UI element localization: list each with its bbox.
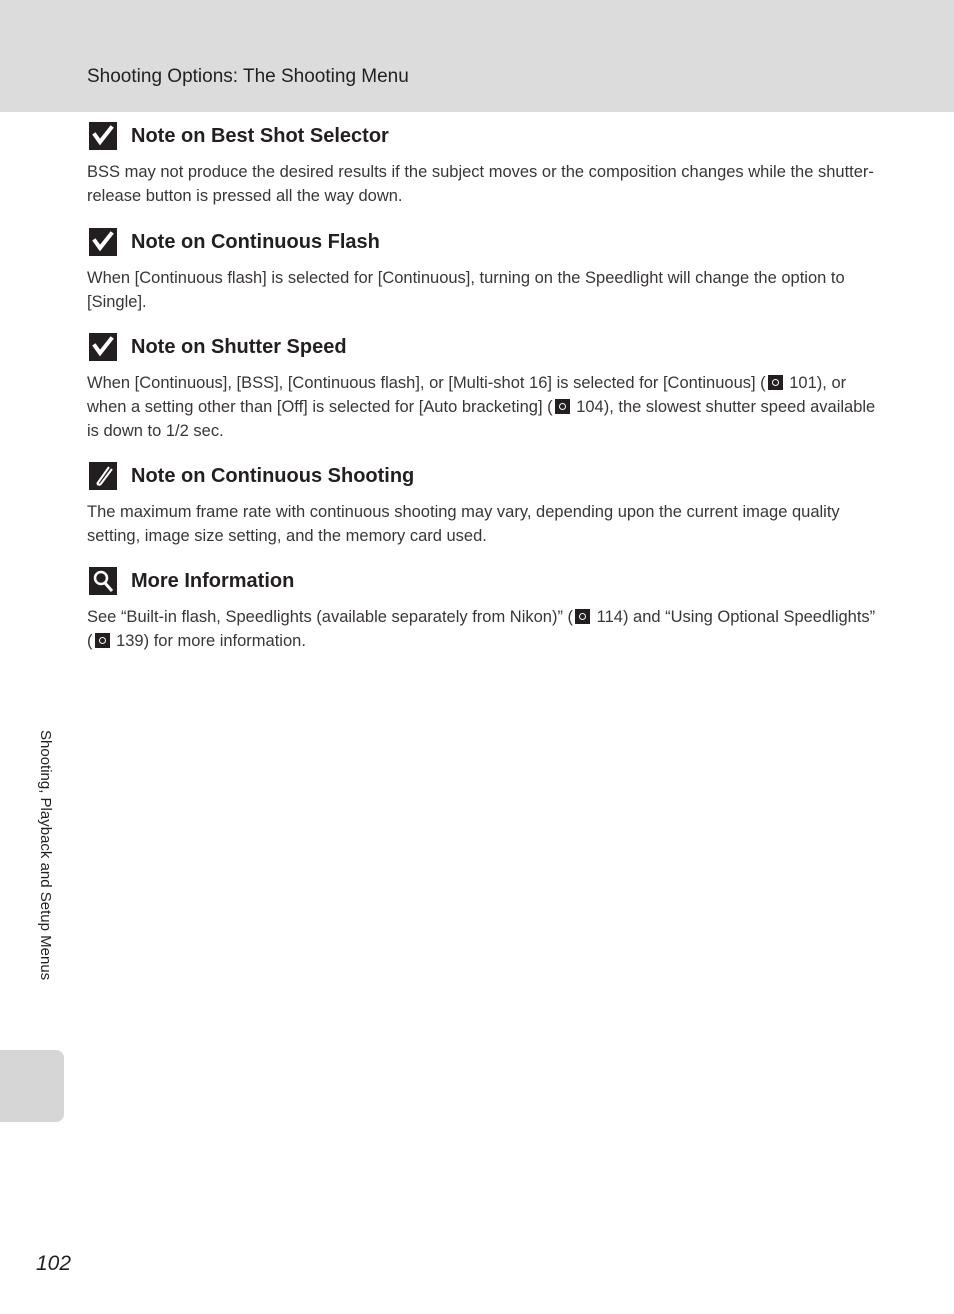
section-body [87, 371, 877, 443]
magnifier-icon [89, 567, 117, 595]
section-heading [87, 228, 877, 262]
body-text: See “Built-in flash, Speedlights (available separately from Nikon)” ( [87, 608, 574, 626]
section-heading [87, 333, 877, 367]
checkmark-icon [89, 228, 117, 256]
section-best-shot-selector [87, 122, 877, 208]
section-title: Note on Shutter Speed [131, 336, 347, 358]
checkmark-icon [89, 122, 117, 150]
body-text: 101), or when a setting other than [Off] is selected for [Auto bracketing] ( [87, 374, 847, 416]
header-band [0, 0, 954, 112]
section-shutter-speed [87, 333, 877, 443]
section-title: More Information [131, 570, 295, 592]
page-number: 102 [36, 1252, 72, 1275]
side-tab-label: Shooting, Playback and Setup Menus [37, 730, 54, 981]
page-header-title: Shooting Options: The Shooting Menu [87, 66, 409, 87]
body-text: 114) and “Using Optional Speedlights” ( [87, 608, 876, 650]
pencil-icon [89, 462, 117, 490]
section-heading [87, 122, 877, 156]
page-reference-icon [555, 399, 570, 414]
page-reference-icon [768, 375, 783, 390]
section-title: Note on Best Shot Selector [131, 125, 389, 147]
section-title: Note on Continuous Flash [131, 231, 380, 253]
side-tab-marker [0, 1050, 64, 1122]
page-reference-icon [575, 609, 590, 624]
section-continuous-flash [87, 228, 877, 314]
page-reference-icon [95, 633, 110, 648]
section-body: BSS may not produce the desired results if the subject moves or the composition changes while the shutter-release button is pressed all the way down. [87, 163, 874, 205]
body-text: 104), the slowest shutter speed available is down to 1/2 sec. [87, 398, 876, 440]
section-heading [87, 567, 877, 601]
section-more-information [87, 567, 877, 653]
checkmark-icon [89, 333, 117, 361]
body-text: 139) for more information. [111, 632, 306, 650]
section-heading [87, 462, 877, 496]
section-body: When [Continuous flash] is selected for [Continuous], turning on the Speedlight will change the option to [Single]. [87, 269, 845, 311]
section-body [87, 605, 877, 653]
body-text: When [Continuous], [BSS], [Continuous flash], or [Multi-shot 16] is selected for [Continuous] ( [87, 374, 766, 392]
section-body: The maximum frame rate with continuous shooting may vary, depending upon the current image quality setting, image size setting, and the memory card used. [87, 503, 840, 545]
section-continuous-shooting [87, 462, 877, 548]
section-title: Note on Continuous Shooting [131, 465, 415, 487]
